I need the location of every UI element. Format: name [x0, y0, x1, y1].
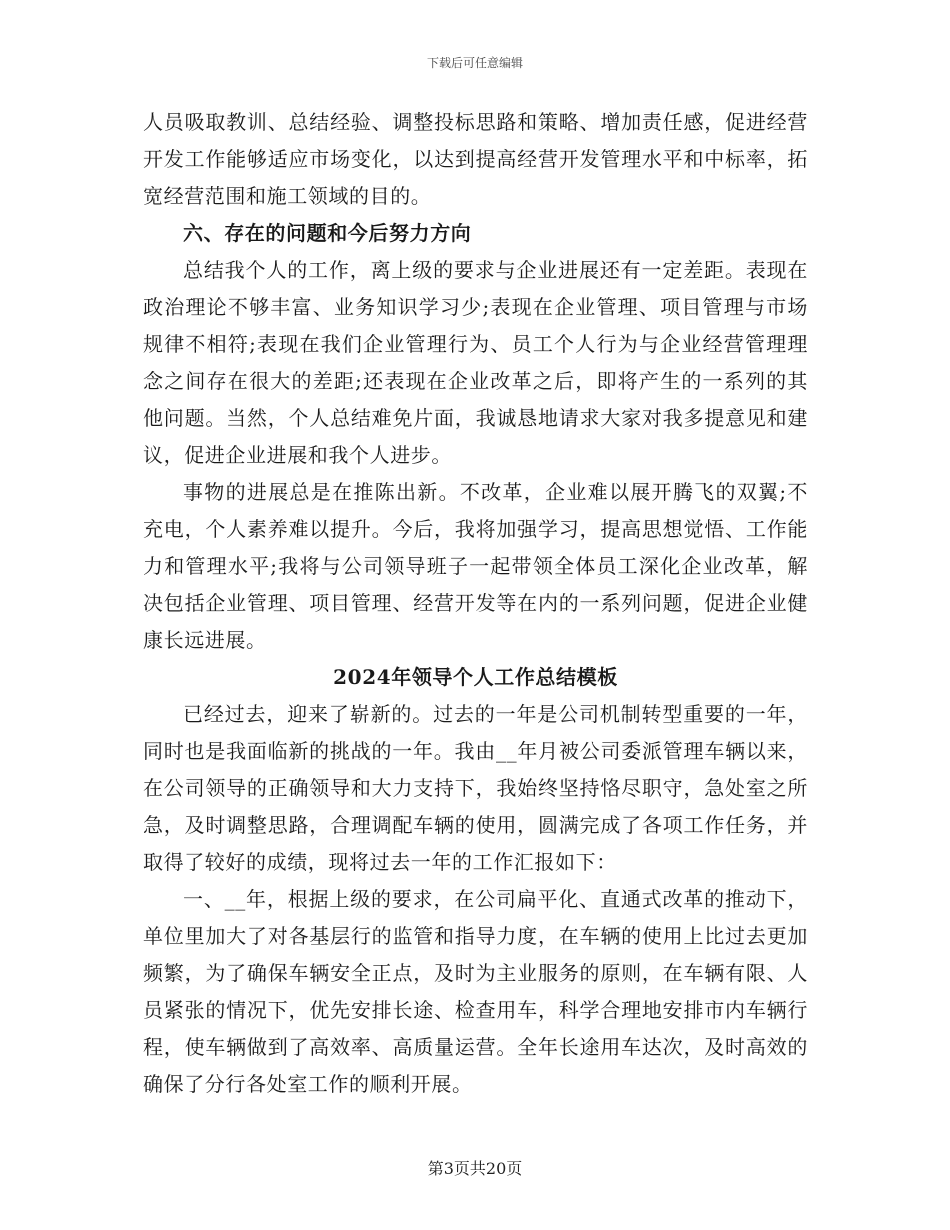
document-title: 2024年领导个人工作总结模板	[333, 665, 618, 689]
header-note: 下载后可任意编辑	[426, 56, 523, 70]
page-number: 第3页共20页	[427, 1159, 523, 1178]
paragraph-item-one: 一、__年，根据上级的要求，在公司扁平化、直通式改革的推动下，单位里加大了对各基层行的监管和指导力度，在车辆的使用上比过去更加频繁，为了确保车辆安全正点，及时为主业服务的原则，在车辆有限、人员紧张的情况下，优先安排长途、检查用车，科学合理地安排市内车辆行程，使车辆做到了高效率、高质量运营。全年长途用车达次，及时高效的确保了分行各处室工作的顺利开展。	[143, 887, 808, 1096]
paragraph-problems: 总结我个人的工作，离上级的要求与企业进展还有一定差距。表现在政治理论不够丰富、业务知识学习少;表现在企业管理、项目管理与市场规律不相符;表现在我们企业管理行为、员工个人行为与企业经营管理理念之间存在很大的差距;还表现在企业改革之后，即将产生的一系列的其他问题。当然，个人总结难免片面，我诚恳地请求大家对我多提意见和建议，促进企业进展和我个人进步。	[143, 258, 808, 467]
paragraph-intro: 已经过去，迎来了崭新的。过去的一年是公司机制转型重要的一年，同时也是我面临新的挑战的一年。我由__年月被公司委派管理车辆以来，在公司领导的正确领导和大力支持下，我始终坚持恪尽职守，急处室之所急，及时调整思路，合理调配车辆的使用，圆满完成了各项工作任务，并取得了较好的成绩，现将过去一年的工作汇报如下：	[143, 702, 808, 874]
paragraph-future: 事物的进展总是在推陈出新。不改革，企业难以展开腾飞的双翼;不充电，个人素养难以提升。今后，我将加强学习，提高思想觉悟、工作能力和管理水平;我将与公司领导班子一起带领全体员工深化企业改革，解决包括企业管理、项目管理、经营开发等在内的一系列问题，促进企业健康长远进展。	[143, 480, 809, 652]
section-heading-six: 六、存在的问题和今后努力方向	[183, 221, 472, 245]
document-body	[143, 104, 808, 1103]
paragraph-continuation: 人员吸取教训、总结经验、调整投标思路和策略、增加责任感，促进经营开发工作能够适应市场变化，以达到提高经营开发管理水平和中标率，拓宽经营范围和施工领域的目的。	[143, 110, 808, 208]
